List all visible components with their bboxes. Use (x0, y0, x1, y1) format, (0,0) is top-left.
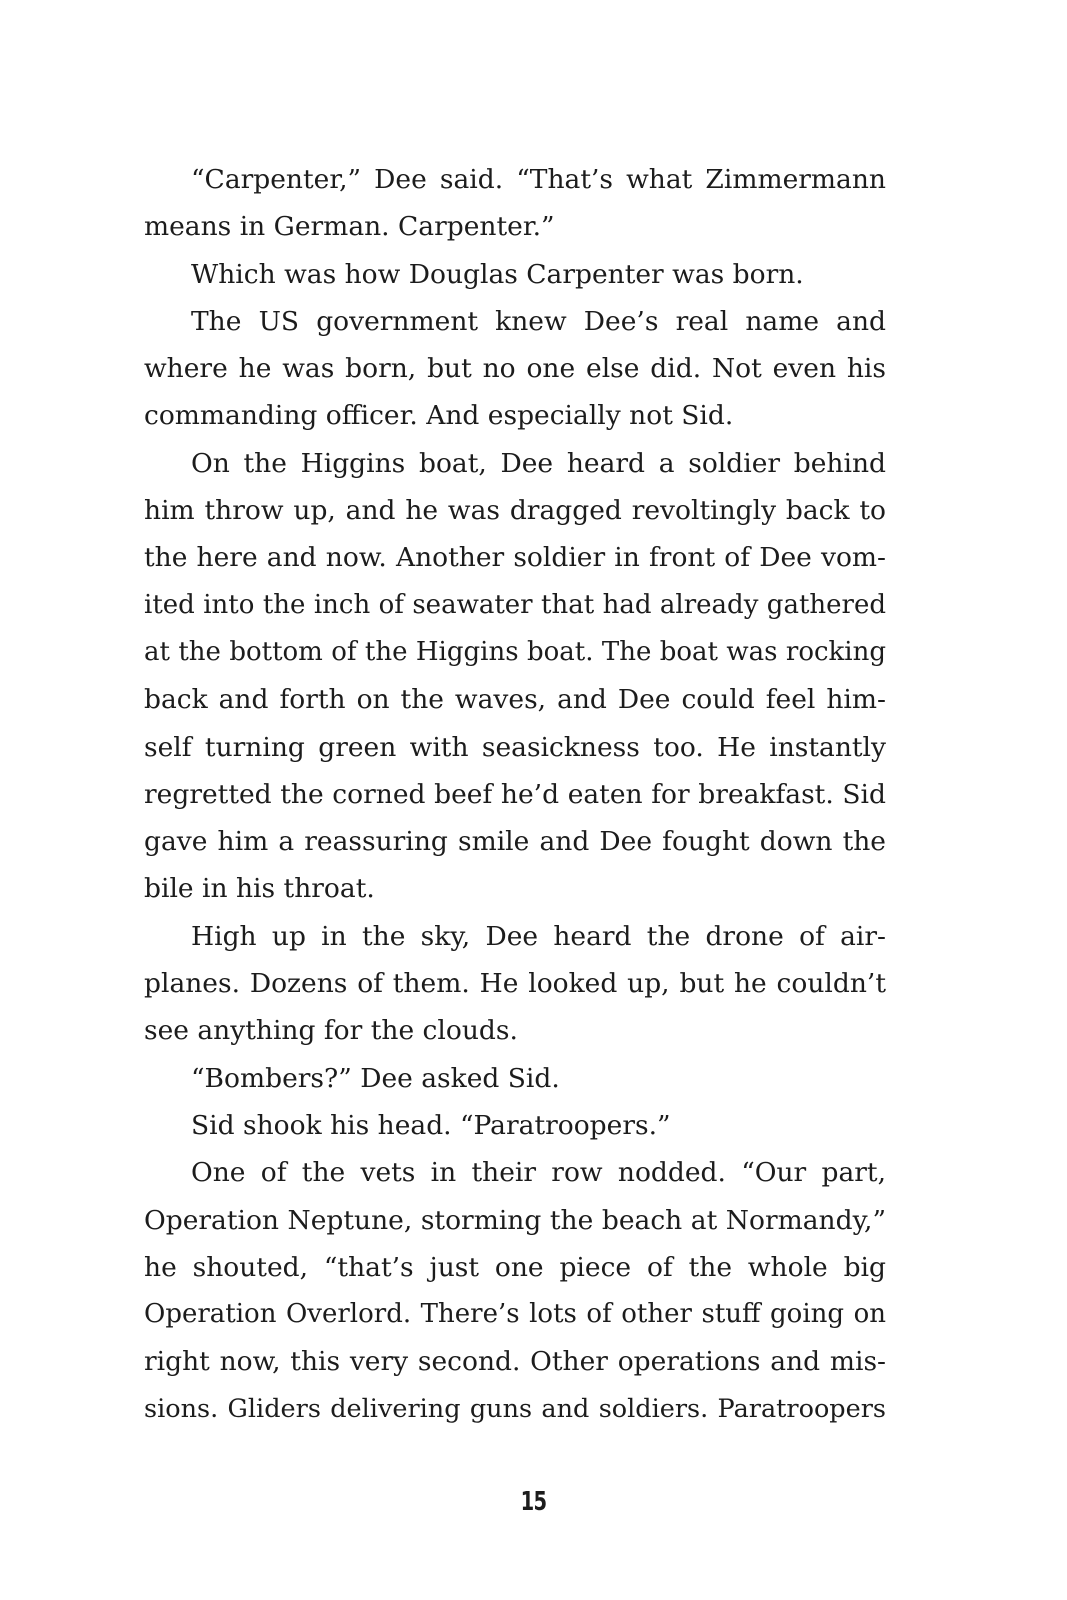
body-text (144, 156, 886, 1433)
text-line: planes. Dozens of them. He looked up, but he couldn’t (144, 968, 886, 1000)
text-line: One of the vets in their row nodded. “Our part, (191, 1157, 886, 1189)
text-line: “Carpenter,” Dee said. “That’s what Zimmermann (191, 164, 886, 195)
text-line: back and forth on the waves, and Dee could feel him- (144, 684, 886, 716)
text-line: regretted the corned beef he’d eaten for breakfast. Sid (144, 778, 886, 810)
text-line: the here and now. Another soldier in front of Dee vom- (144, 542, 886, 574)
text-line: The US government knew Dee’s real name and (191, 305, 886, 337)
text-line: Operation Neptune, storming the beach at Normandy,” (144, 1204, 886, 1236)
text-line: he shouted, “that’s just one piece of the whole big (144, 1251, 886, 1283)
text-line: commanding officer. And especially not Sid. (144, 400, 734, 432)
text-line: self turning green with seasickness too. He instantly (144, 731, 886, 763)
text-line: where he was born, but no one else did. Not even his (144, 353, 886, 385)
text-line: Sid shook his head. “Paratroopers.” (191, 1109, 671, 1141)
text-line: “Bombers?” Dee asked Sid. (191, 1062, 560, 1094)
text-line: sions. Gliders delivering guns and soldiers. Paratroopers (144, 1393, 886, 1424)
text-line: right now, this very second. Other operations and mis- (144, 1346, 886, 1378)
text-line: ited into the inch of seawater that had already gathered (144, 589, 886, 620)
text-line: at the bottom of the Higgins boat. The boat was rocking (144, 636, 886, 667)
page-number: 15 (520, 1487, 547, 1517)
text-line: Operation Overlord. There’s lots of other stuff going on (144, 1299, 886, 1330)
text-line: bile in his throat. (144, 873, 375, 905)
text-line: Which was how Douglas Carpenter was born. (191, 258, 804, 290)
text-line: him throw up, and he was dragged revoltingly back to (144, 495, 886, 527)
text-line: see anything for the clouds. (144, 1015, 518, 1047)
text-line: gave him a reassuring smile and Dee fought down the (144, 826, 886, 858)
text-line: On the Higgins boat, Dee heard a soldier behind (191, 447, 886, 479)
text-line: means in German. Carpenter.” (144, 211, 555, 243)
text-line: High up in the sky, Dee heard the drone of air- (191, 920, 886, 952)
